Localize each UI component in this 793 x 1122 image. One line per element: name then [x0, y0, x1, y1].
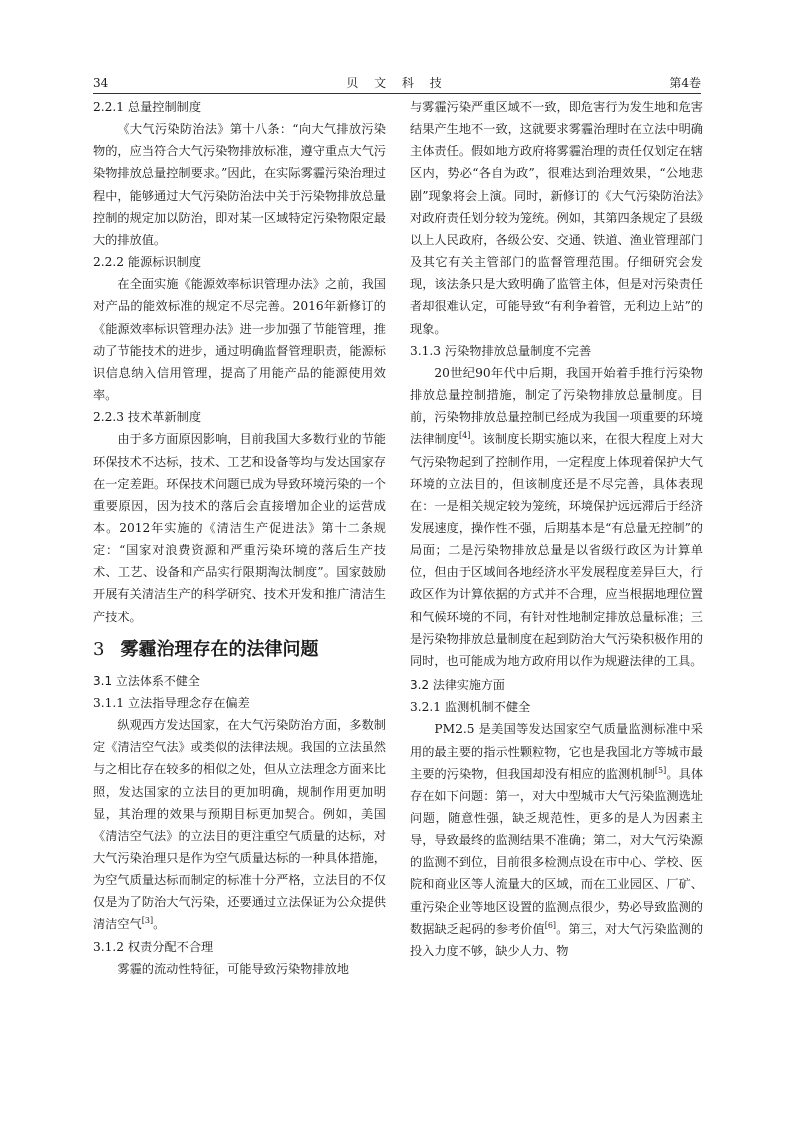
paragraph-text: 20世纪90年代中后期，我国开始着手推行污染物排放总量控制措施，制定了污染物排放总量制度。目前，污染物排放总量控制已经成为我国一项重要的环境法律制度 — [410, 365, 703, 447]
paragraph — [93, 273, 386, 406]
citation-ref: [6] — [544, 920, 557, 930]
paragraph-text: 。具体存在如下问题：第一，对大中型城市大气污染监测选址问题，随意性强，缺乏规范性，更多的是人为因素主导，导致最终的监测结果不准确；第二，对大气污染源的监测不到位，目前很多检测点设在市中心、学校、医院和商业区等人流量大的区域，而在工业园区、厂矿、重污染企业等地区设置的监测点很少，势必导致监测的数据缺乏起码的参考价值 — [410, 766, 704, 936]
paragraph — [93, 714, 386, 936]
paragraph — [93, 118, 386, 251]
section-number: 3 — [93, 638, 105, 660]
subsubsection-heading: 2.2.1 总量控制制度 — [93, 100, 202, 114]
page-number: 34 — [93, 76, 109, 90]
paragraph-text: 雾霾的流动性特征，可能导致污染物排放地 — [117, 961, 349, 976]
journal-title: 贝 文 科 技 — [346, 76, 448, 90]
paragraph-text: 与雾霾污染严重区域不一致，即危害行为发生地和危害结果产生地不一致，这就要求雾霾治理时在立法中明确主体责任。假如地方政府将雾霾治理的责任仅划定在辖区内，势必“各自为政”，很难达到治理效果，“公地悲剧”现象将会上演。同时，新修订的《大气污染防治法》对政府责任划分较为笼统。例如，其第四条规定了县级以上人民政府，各级公安、交通、铁道、渔业管理部门及其它有关主管部门的监督管理范围。仔细研究会发现，该法条只是大致明确了监管主体，但是对污染责任者却很难认定，可能导致“有利争着管，无利边上站”的现象。 — [410, 100, 703, 336]
citation-ref: [3] — [141, 916, 154, 926]
section-heading — [93, 636, 386, 664]
subsubsection-heading: 2.2.2 能源标识制度 — [93, 255, 202, 270]
volume-label: 第4卷 — [669, 76, 701, 90]
paragraph — [410, 362, 703, 672]
left-column — [93, 96, 386, 980]
subsubsection-heading: 2.2.3 技术革新制度 — [93, 410, 202, 425]
subsubsection-heading: 3.1.3 污染物排放总量制度不完善 — [410, 343, 592, 358]
citation-ref: [4] — [458, 431, 471, 441]
paragraph-continued — [410, 96, 703, 340]
subsection-heading: 3.2 法律实施方面 — [410, 678, 505, 693]
right-column — [410, 96, 703, 962]
paragraph-text: 《大气污染防治法》第十八条：“向大气排放污染物的，应当符合大气污染物排放标准，遵守重点大气污染物排放总量控制要求。”因此，在实际雾霾污染治理过程中，能够通过大气污染防治法中关于污染物排放总量控制的规定加以防治，即对某一区域特定污染物限定最大的排放值。 — [93, 122, 386, 247]
paragraph-text: 。 — [153, 917, 166, 932]
citation-ref: [5] — [654, 765, 667, 775]
paragraph-text: 。该制度长期实施以来，在很大程度上对大气污染物起到了控制作用，一定程度上体现着保护大气环境的立法目的，但该制度还是不尽完善，具体表现在：一是相关规定较为笼统，环境保护远远滞后于经济发展速度，操作性不强，后期基本是“有总量无控制”的局面；二是污染物排放总量是以省级行政区为计算单位，但由于区域间各地经济水平发展程度差异巨大，行政区作为计算依据的方式并不合理，应当根据地理位置和气候环境的不同，有针对性地制定排放总量标准；三是污染物排放总量制度在起到防治大气污染积极作用的同时，也可能成为地方政府用以作为规避法律的工具。 — [410, 432, 704, 668]
paragraph — [93, 958, 386, 980]
paragraph-text: 在全面实施《能源效率标识管理办法》之前，我国对产品的能效标准的规定不尽完善。2016年新修订的《能源效率标识管理办法》进一步加强了节能管理，推动了节能技术的进步，通过明确监督管理职责，能源标识信息纳入信用管理，提高了用能产品的能源使用效率。 — [93, 277, 386, 403]
paragraph-text: 。第三，对大气污染监测的投入力度不够，缺少人力、物 — [410, 921, 704, 958]
subsection-heading: 3.1 立法体系不健全 — [93, 673, 200, 688]
paragraph-text: 纵观西方发达国家，在大气污染防治方面，多数制定《清洁空气法》或类似的法律法规。我国的立法虽然与之相比存在较多的相似之处，但从立法理念方面来比照，发达国家的立法目的更加明确，规制作用更加明显，其治理的效果与预期目标更加契合。例如，美国《清洁空气法》的立法目的更注重空气质量的达标，对大气污染治理只是作为空气质量达标的一种具体措施，为空气质量达标而制定的标准十分严格，立法目的不仅仅是为了防治大气污染，还要通过立法保证为公众提供清洁空气 — [93, 718, 386, 932]
running-header — [93, 74, 701, 94]
paragraph-text: PM2.5 是美国等发达国家空气质量监测标准中采用的最主要的指示性颗粒物，它也是我国北方等城市最主要的污染物，但我国却没有相应的监测机制 — [410, 722, 703, 781]
paragraph-text: 由于多方面原因影响，目前我国大多数行业的节能环保技术不达标，技术、工艺和设备等均与发达国家存在一定差距。环保技术问题已成为导致环境污染的一个重要原因，因为技术的落后会直接增加企业的运营成本。2012年实施的《清洁生产促进法》第十二条规定：“国家对浪费资源和严重污染环境的落后生产技术、工艺、设备和产品实行限期淘汰制度”。国家鼓励开展有关清洁生产的科学研究、技术开发和推广清洁生产技术。 — [93, 432, 386, 624]
subsubsection-heading: 3.2.1 监测机制不健全 — [410, 700, 531, 715]
header-rule — [93, 93, 701, 94]
subsubsection-heading: 3.1.1 立法指导理念存在偏差 — [93, 695, 250, 710]
section-title: 雾霾治理存在的法律问题 — [120, 638, 319, 660]
paragraph — [410, 718, 703, 962]
paragraph — [93, 428, 386, 627]
subsubsection-heading: 3.1.2 权责分配不合理 — [93, 939, 214, 954]
